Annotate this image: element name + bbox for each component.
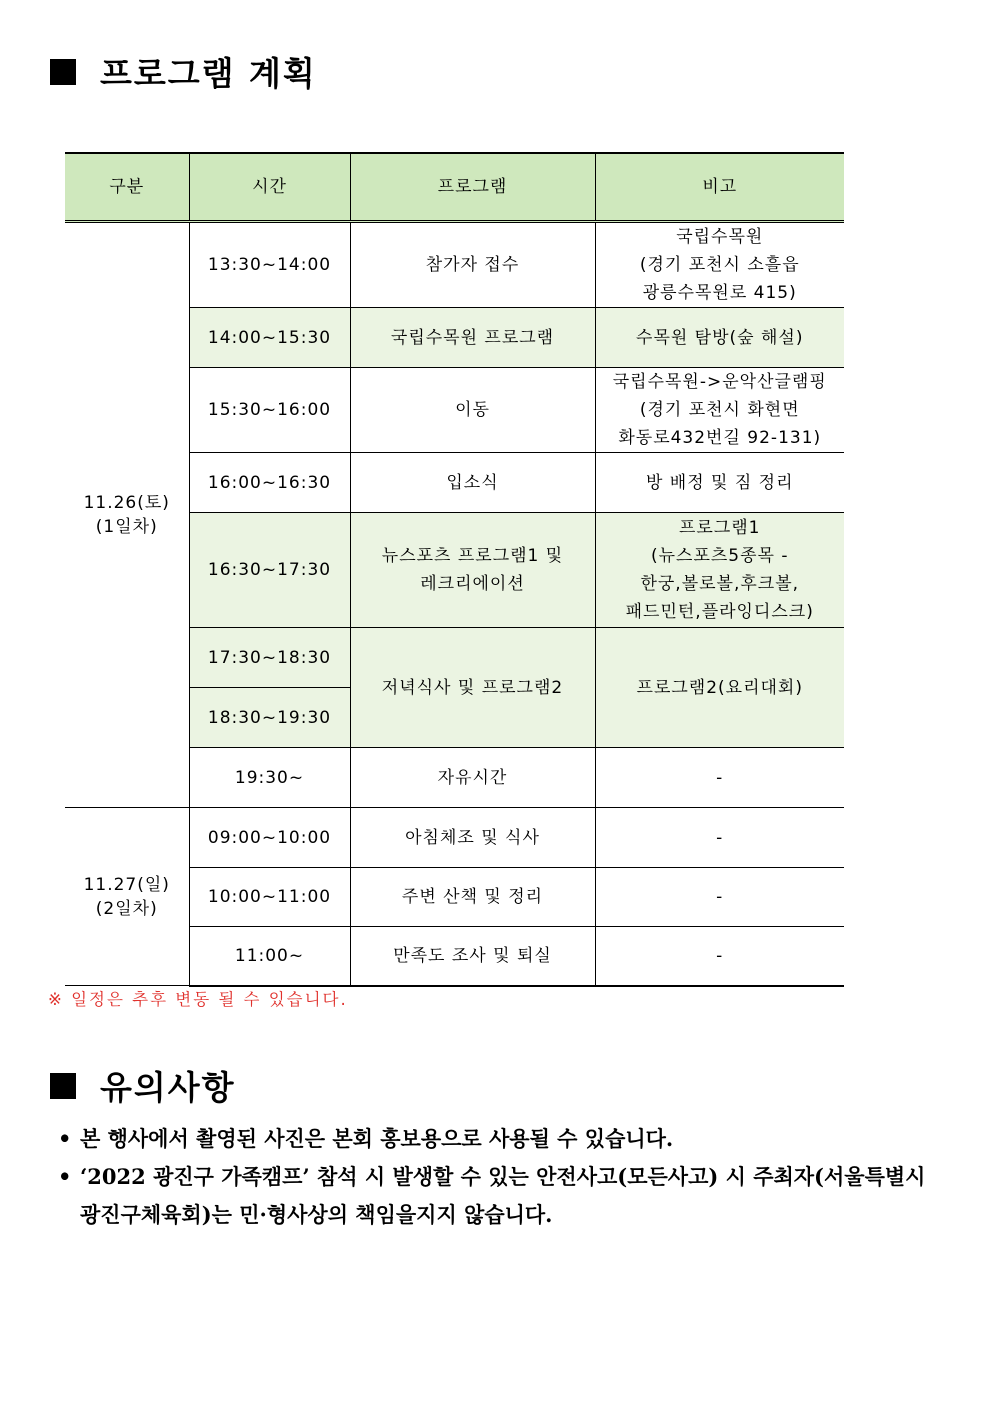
day1-cell (65, 222, 189, 808)
program-cell: 자유시간 (350, 748, 595, 808)
schedule-change-note: ※ 일정은 추후 변동 될 수 있습니다. (48, 990, 348, 1009)
remarks-line: 패드민턴,플라잉디스크) (625, 602, 814, 622)
remarks-cell: - (595, 868, 844, 927)
program-cell: 참가자 접수 (350, 222, 595, 308)
time-cell: 10:00~11:00 (189, 868, 350, 927)
section-title-text: 프로그램 계획 (100, 54, 317, 93)
program-cell: 국립수목원 프로그램 (350, 308, 595, 368)
time-cell: 16:30~17:30 (189, 513, 350, 628)
notice-text: ‘2022 광진구 가족캠프’ 참석 시 발생할 수 있는 안전사고(모든사고) 시 주최자(서울특별시 광진구체육회)는 민·형사상의 책임을지지 않습니다. (80, 1164, 926, 1227)
header-category: 구분 (65, 153, 189, 222)
day2-date: 11.27(일) (83, 874, 170, 895)
time-cell: 13:30~14:00 (189, 222, 350, 308)
remarks-line: 국립수목원 (676, 227, 764, 247)
remarks-line: (경기 포천시 화현면 (639, 400, 800, 420)
header-remarks: 비고 (595, 153, 844, 222)
remarks-line: 국립수목원->운악산글램핑 (612, 372, 827, 392)
program-cell: 입소식 (350, 453, 595, 513)
program-cell: 주변 산책 및 정리 (350, 868, 595, 927)
program-line: 뉴스포츠 프로그램1 및 (381, 546, 564, 566)
table-header-row (65, 153, 844, 222)
header-time: 시간 (189, 153, 350, 222)
time-cell: 11:00~ (189, 927, 350, 986)
remarks-cell: - (595, 808, 844, 868)
remarks-cell (595, 222, 844, 308)
notice-text: 본 행사에서 촬영된 사진은 본회 홍보용으로 사용될 수 있습니다. (80, 1126, 674, 1151)
time-cell: 18:30~19:30 (189, 688, 350, 748)
section-title-precautions (50, 1062, 236, 1109)
day2-label: (2일차) (95, 898, 158, 919)
remarks-line: 광릉수목원로 415) (642, 283, 797, 303)
program-cell: 아침체조 및 식사 (350, 808, 595, 868)
program-cell: 만족도 조사 및 퇴실 (350, 927, 595, 986)
remarks-cell: - (595, 927, 844, 986)
day2-cell (65, 808, 189, 986)
header-program: 프로그램 (350, 153, 595, 222)
program-cell: 저녁식사 및 프로그램2 (350, 628, 595, 748)
bullet-icon: • (58, 1164, 72, 1189)
precautions-list (58, 1120, 938, 1234)
bullet-icon: • (58, 1126, 72, 1151)
time-cell: 14:00~15:30 (189, 308, 350, 368)
time-cell: 16:00~16:30 (189, 453, 350, 513)
day1-label: (1일차) (95, 517, 158, 537)
list-item (58, 1158, 938, 1234)
remarks-cell: 프로그램2(요리대회) (595, 628, 844, 748)
remarks-line: (뉴스포츠5종목 - (650, 546, 789, 566)
program-line: 레크리에이션 (420, 574, 525, 594)
remarks-line: 화동로432번길 92-131) (618, 428, 822, 448)
remarks-cell: 수목원 탐방(숲 해설) (595, 308, 844, 368)
time-cell: 09:00~10:00 (189, 808, 350, 868)
program-cell: 이동 (350, 368, 595, 453)
remarks-cell: 방 배정 및 짐 정리 (595, 453, 844, 513)
table-row (65, 222, 844, 308)
remarks-line: 한궁,볼로볼,후크볼, (640, 574, 800, 594)
time-cell: 19:30~ (189, 748, 350, 808)
remarks-cell (595, 368, 844, 453)
black-square-icon (50, 59, 76, 85)
day1-date: 11.26(토) (83, 493, 170, 513)
table-row (65, 808, 844, 868)
remarks-cell: - (595, 748, 844, 808)
black-square-icon (50, 1073, 76, 1099)
list-item (58, 1120, 938, 1158)
section-title-program-plan (50, 48, 317, 95)
remarks-cell (595, 513, 844, 628)
program-schedule-table (65, 152, 844, 987)
section-title-text: 유의사항 (100, 1068, 236, 1107)
remarks-line: (경기 포천시 소흘읍 (639, 255, 800, 275)
time-cell: 15:30~16:00 (189, 368, 350, 453)
time-cell: 17:30~18:30 (189, 628, 350, 688)
program-cell (350, 513, 595, 628)
remarks-line: 프로그램1 (678, 518, 761, 538)
